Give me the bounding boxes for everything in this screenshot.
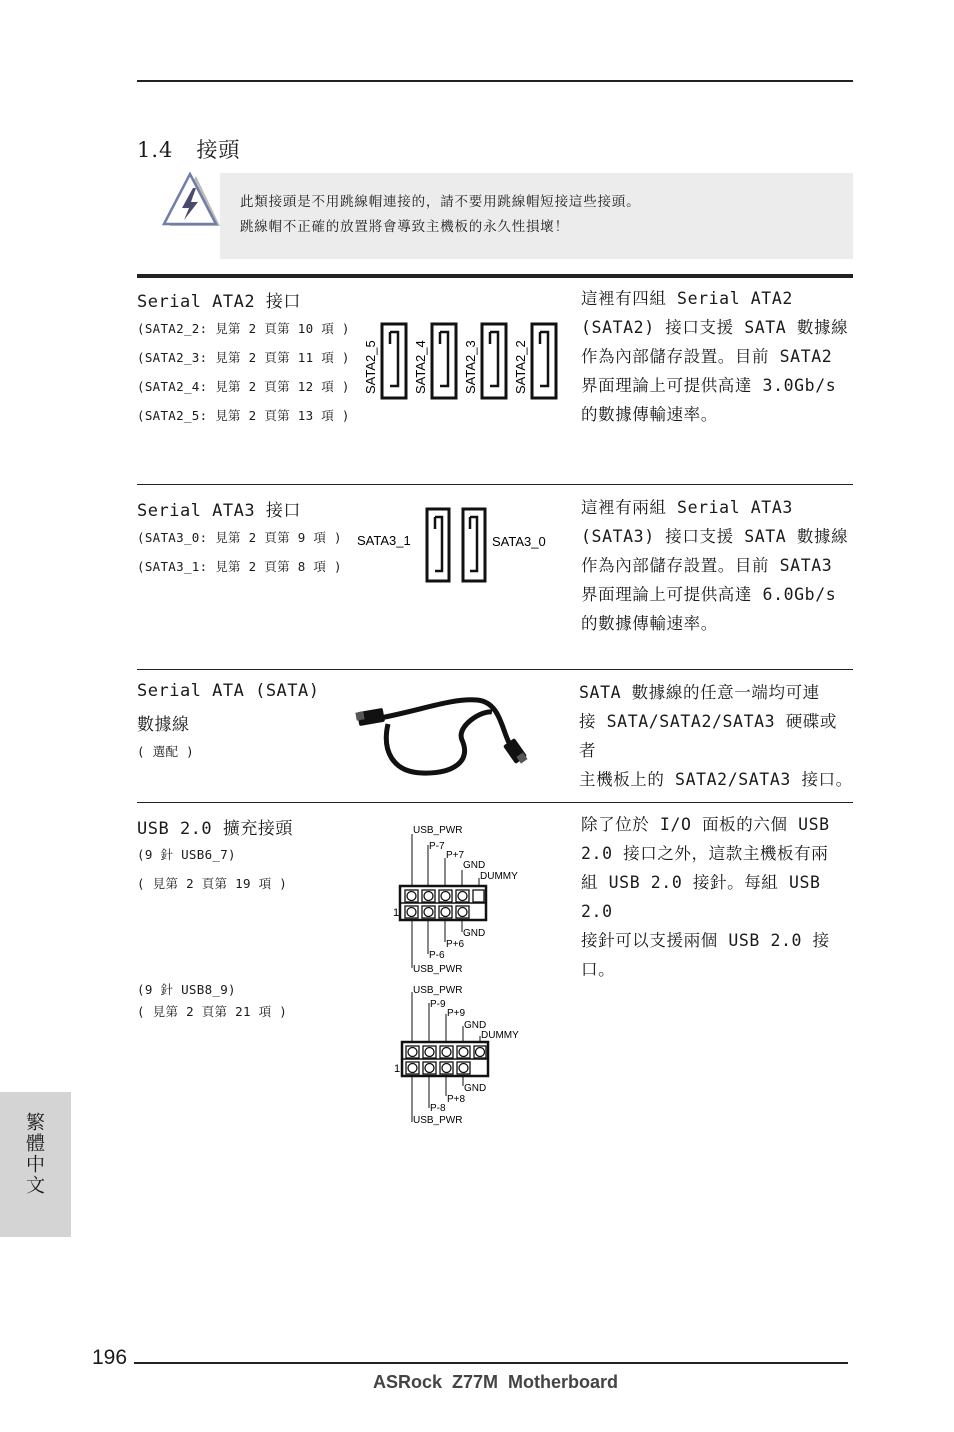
footer-rule: [134, 1362, 848, 1364]
usb-ref-2b: ( 見第 2 頁第 21 項 ): [137, 1004, 288, 1019]
usb2-pin-usb-pwr-bottom: USB_PWR: [413, 1115, 463, 1126]
sata2-desc-line: 界面理論上可提供高達 3.0Gb/s: [581, 376, 837, 395]
sata2-port-4: [432, 324, 456, 398]
usb1-pin-p-plus-6: P+6: [446, 939, 465, 950]
top-rule: [137, 80, 853, 82]
sata3-desc-line: 作為內部儲存設置。目前 SATA3: [581, 556, 833, 575]
sata2-connector-diagram: [358, 320, 563, 402]
warning-triangle-icon: [160, 172, 222, 230]
sata2-port-2: [532, 324, 556, 398]
sata2-port-3: [482, 324, 506, 398]
sata2-desc-line: 作為內部儲存設置。目前 SATA2: [581, 347, 833, 366]
sata3-ref-1: (SATA3_0: 見第 2 頁第 9 項 ): [137, 530, 342, 545]
cable-title-1: Serial ATA (SATA): [137, 681, 320, 701]
page-number: 196: [92, 1346, 128, 1369]
usb-ref-1a: (9 針 USB6_7): [137, 847, 236, 862]
usb-ref-2a: (9 針 USB8_9): [137, 982, 236, 997]
usb-desc-line: 組 USB 2.0 接針。每組 USB 2.0: [581, 873, 821, 921]
sata3-port-1: [427, 509, 449, 581]
cable-note: ( 選配 ): [137, 744, 194, 759]
sata3-label-1: SATA3_1: [357, 533, 411, 548]
sata2-desc-line: (SATA2) 接口支援 SATA 數據線: [581, 318, 849, 337]
usb2-pin-gnd-bottom: GND: [464, 1083, 487, 1094]
language-side-tab: [0, 1092, 71, 1237]
sata3-port-0: [463, 509, 485, 581]
sata2-desc-line: 這裡有四組 Serial ATA2: [581, 289, 793, 308]
sata-cable-image: [352, 680, 542, 780]
usb-desc-line: 除了位於 I/O 面板的六個 USB: [581, 815, 830, 834]
usb2-pin-1-marker: 1: [394, 1063, 401, 1075]
warning-line-1: 此類接頭是不用跳線帽連接的，請不要用跳線帽短接這些接頭。: [240, 194, 641, 210]
usb1-pin-1-marker: 1: [393, 907, 400, 919]
cable-desc-line: 主機板上的 SATA2/SATA3 接口。: [579, 770, 853, 789]
usb2-pin-p-minus-9: P-9: [430, 999, 446, 1010]
sata3-title: Serial ATA3 接口: [137, 501, 301, 521]
cable-title-2: 數據線: [137, 715, 190, 735]
usb2-pin-p-plus-8: P+8: [447, 1094, 466, 1105]
usb1-pin-p-minus-6: P-6: [429, 950, 445, 961]
usb2-pin-p-minus-8: P-8: [430, 1103, 446, 1114]
sata2-ref-3: (SATA2_4: 見第 2 頁第 12 項 ): [137, 379, 350, 394]
usb1-pin-gnd-top: GND: [463, 860, 486, 871]
sata3-desc-line: 這裡有兩組 Serial ATA3: [581, 498, 793, 517]
sata2-label-4: SATA2_4: [413, 340, 428, 394]
sata3-ref-2: (SATA3_1: 見第 2 頁第 8 項 ): [137, 559, 342, 574]
sata2-label-3: SATA2_3: [463, 340, 478, 394]
section-title: [137, 134, 240, 164]
footer-product: ASRock Z77M Motherboard: [373, 1372, 619, 1392]
usb-header-2-diagram: [392, 980, 542, 1135]
sata2-desc-line: 的數據傳輸速率。: [581, 405, 718, 424]
section-name: 接頭: [196, 138, 241, 162]
cable-desc-line: 接 SATA/SATA2/SATA3 硬碟或者: [579, 712, 838, 760]
sata2-ref-2: (SATA2_3: 見第 2 頁第 11 項 ): [137, 350, 350, 365]
usb1-pin-usb-pwr-bottom: USB_PWR: [413, 964, 463, 975]
section-number: 1.4: [137, 138, 174, 162]
usb1-pin-p-plus-7: P+7: [446, 850, 465, 861]
sata2-label-2: SATA2_2: [513, 340, 528, 394]
usb1-pin-dummy: DUMMY: [480, 871, 518, 882]
cable-desc-line: SATA 數據線的任意一端均可連: [579, 683, 820, 702]
sata2-label-5: SATA2_5: [363, 340, 378, 394]
usb-ref-1b: ( 見第 2 頁第 19 項 ): [137, 876, 288, 891]
usb2-pin-usb-pwr-top: USB_PWR: [413, 985, 463, 996]
usb-header-1-diagram: [390, 820, 540, 980]
usb-desc-line: 2.0 接口之外，這款主機板有兩: [581, 844, 829, 863]
cable-description: [579, 678, 854, 794]
usb1-pin-gnd-bottom: GND: [463, 928, 486, 939]
divider-1: [137, 484, 853, 485]
thick-rule: [137, 274, 853, 278]
usb-desc-line: 口。: [581, 960, 616, 979]
sata2-title: Serial ATA2 接口: [137, 292, 301, 312]
usb1-pin-p-minus-7: P-7: [429, 841, 445, 852]
divider-3: [137, 802, 853, 803]
sata3-connector-diagram: [355, 505, 560, 587]
language-side-tab-label: 繁體中文: [23, 1112, 45, 1196]
sata3-desc-line: 的數據傳輸速率。: [581, 614, 718, 633]
usb1-pin-usb-pwr-top: USB_PWR: [413, 825, 463, 836]
sata2-ref-1: (SATA2_2: 見第 2 頁第 10 項 ): [137, 321, 350, 336]
usb-desc-line: 接針可以支援兩個 USB 2.0 接: [581, 931, 830, 950]
usb2-pin-dummy: DUMMY: [481, 1030, 519, 1041]
usb-description: [581, 810, 851, 984]
sata3-description: [581, 493, 851, 638]
sata3-desc-line: 界面理論上可提供高達 6.0Gb/s: [581, 585, 837, 604]
usb-title: USB 2.0 擴充接頭: [137, 819, 293, 839]
sata3-label-0: SATA3_0: [492, 534, 546, 549]
sata2-port-5: [382, 324, 406, 398]
divider-2: [137, 669, 853, 670]
usb2-pin-gnd-top: GND: [464, 1020, 487, 1031]
sata2-ref-4: (SATA2_5: 見第 2 頁第 13 項 ): [137, 408, 350, 423]
usb2-pin-p-plus-9: P+9: [447, 1008, 466, 1019]
warning-box: [220, 173, 853, 259]
warning-line-2: 跳線帽不正確的放置將會導致主機板的永久性損壞！: [240, 219, 569, 235]
sata3-desc-line: (SATA3) 接口支援 SATA 數據線: [581, 527, 849, 546]
sata2-description: [581, 284, 851, 429]
